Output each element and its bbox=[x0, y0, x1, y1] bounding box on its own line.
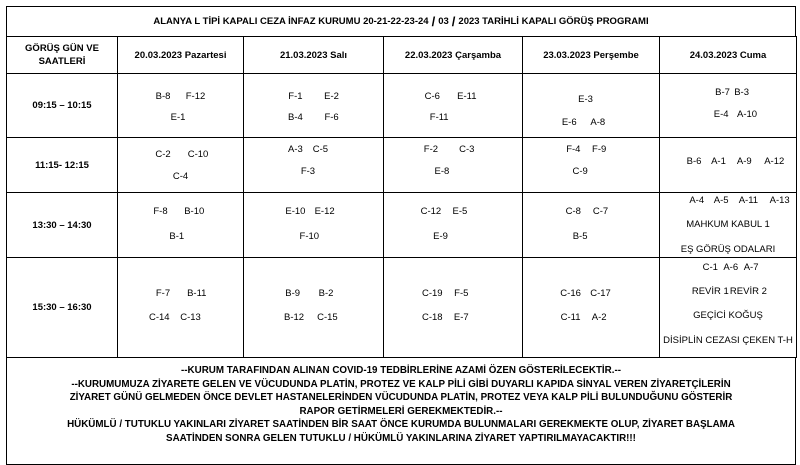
time-slot: 13:30 – 14:30 bbox=[7, 193, 118, 258]
table-row bbox=[7, 258, 797, 358]
ward-code: F-8 bbox=[153, 206, 168, 217]
ward-cell bbox=[523, 258, 660, 358]
schedule-table bbox=[6, 36, 797, 358]
header-day: 23.03.2023 Perşembe bbox=[523, 37, 660, 74]
ward-code: C-4 bbox=[172, 171, 189, 182]
ward-code: F-5 bbox=[454, 288, 469, 299]
note-line: --KURUM TARAFINDAN ALINAN COVID-19 TEDBİRLERİNE AZAMİ ÖZEN GÖSTERİLECEKTİR.-- bbox=[181, 365, 621, 376]
ward-cell bbox=[660, 193, 797, 258]
ward-code: C-9 bbox=[572, 166, 588, 177]
ward-cell bbox=[118, 258, 244, 358]
time-slot: 11:15- 12:15 bbox=[7, 138, 118, 193]
ward-cell bbox=[118, 74, 244, 138]
title-suffix: 2023 TARİHLİ KAPALI GÖRÜŞ PROGRAMI bbox=[458, 16, 649, 27]
ward-code: B-9 bbox=[285, 288, 301, 299]
ward-code: F-10 bbox=[299, 231, 320, 242]
table-row bbox=[7, 138, 797, 193]
ward-code: E-10 bbox=[285, 206, 306, 217]
title-separator: / bbox=[431, 14, 436, 29]
ward-code: C-2 bbox=[155, 149, 171, 160]
ward-code: C-14 bbox=[148, 312, 170, 323]
ward-code: A-2 bbox=[591, 312, 607, 323]
ward-code: E-3 bbox=[578, 94, 593, 105]
note-line: SAATİNDEN SONRA GELEN TUTUKLU / HÜKÜMLÜ YAKINLARINA ZİYARET YAPTIRILMAYACAKTIR!!! bbox=[166, 432, 636, 444]
ward-code: A-4 bbox=[689, 195, 705, 206]
ward-code: F-4 bbox=[566, 144, 581, 155]
ward-code: C-16 bbox=[560, 288, 581, 299]
ward-cell bbox=[384, 138, 523, 193]
ward-code: C-13 bbox=[180, 312, 201, 323]
ward-code: C-7 bbox=[592, 206, 609, 217]
ward-code: B-1 bbox=[169, 231, 185, 242]
ward-code: B-2 bbox=[318, 288, 334, 299]
ward-cell bbox=[523, 193, 660, 258]
ward-code: E-2 bbox=[324, 91, 339, 102]
schedule-sheet bbox=[6, 6, 796, 452]
visiting-rules-notes bbox=[6, 358, 796, 465]
title-month: 03 bbox=[438, 16, 449, 27]
ward-code: C-15 bbox=[317, 312, 338, 323]
ward-code: F-11 bbox=[429, 112, 449, 123]
ward-code: REVİR 2 bbox=[729, 286, 767, 297]
ward-code: C-12 bbox=[420, 206, 442, 217]
ward-code: DİSİPLİN CEZASI ÇEKEN T-H bbox=[663, 335, 793, 346]
header-day: 22.03.2023 Çarşamba bbox=[384, 37, 523, 74]
ward-code: C-5 bbox=[312, 144, 329, 155]
ward-code: E-1 bbox=[170, 112, 186, 123]
ward-cell bbox=[523, 74, 660, 138]
ward-cell bbox=[384, 258, 523, 358]
header-day: 20.03.2023 Pazartesi bbox=[118, 37, 244, 74]
ward-code: C-6 bbox=[424, 91, 440, 102]
ward-code: A-13 bbox=[769, 195, 790, 206]
ward-code: EŞ GÖRÜŞ ODALARI bbox=[680, 244, 776, 255]
ward-code: A-6 bbox=[723, 262, 739, 273]
ward-code: E-11 bbox=[457, 91, 477, 102]
ward-code: A-12 bbox=[764, 156, 785, 167]
ward-code: A-9 bbox=[736, 156, 752, 167]
ward-code: A-8 bbox=[590, 117, 606, 128]
ward-code: B-11 bbox=[187, 288, 207, 299]
ward-code: C-17 bbox=[590, 288, 611, 299]
header-time-column: GÖRÜŞ GÜN VE SAATLERİ bbox=[7, 37, 118, 74]
ward-code: F-6 bbox=[324, 112, 339, 123]
ward-cell bbox=[523, 138, 660, 193]
ward-code: A-5 bbox=[713, 195, 729, 206]
ward-code: C-3 bbox=[459, 144, 475, 155]
ward-code: C-8 bbox=[565, 206, 581, 217]
ward-code: C-11 bbox=[560, 312, 581, 323]
ward-cell bbox=[118, 193, 244, 258]
ward-code: F-9 bbox=[592, 144, 607, 155]
ward-code: B-6 bbox=[686, 156, 702, 167]
ward-code: B-5 bbox=[572, 231, 588, 242]
ward-code: C-1 bbox=[702, 262, 718, 273]
ward-cell bbox=[660, 138, 797, 193]
ward-code: A-11 bbox=[738, 195, 759, 206]
ward-cell bbox=[384, 193, 523, 258]
ward-cell bbox=[244, 74, 384, 138]
ward-code: F-2 bbox=[423, 144, 439, 155]
ward-cell bbox=[244, 258, 384, 358]
ward-code: E-7 bbox=[453, 312, 469, 323]
ward-code: B-4 bbox=[288, 112, 303, 123]
ward-code: B-3 bbox=[734, 87, 749, 98]
schedule-title bbox=[6, 6, 796, 36]
ward-code: B-7 bbox=[715, 87, 730, 98]
table-row bbox=[7, 193, 797, 258]
ward-code: B-8 bbox=[155, 91, 171, 102]
time-slot: 15:30 – 16:30 bbox=[7, 258, 118, 358]
ward-code: F-1 bbox=[288, 91, 303, 102]
ward-code: B-10 bbox=[184, 206, 205, 217]
ward-code: F-3 bbox=[300, 166, 316, 177]
ward-code: F-7 bbox=[155, 288, 171, 299]
header-row bbox=[7, 37, 797, 74]
time-slot: 09:15 – 10:15 bbox=[7, 74, 118, 138]
ward-cell bbox=[384, 74, 523, 138]
ward-cell bbox=[660, 258, 797, 358]
ward-code: A-10 bbox=[736, 109, 758, 120]
ward-cell bbox=[118, 138, 244, 193]
ward-code: F-12 bbox=[185, 91, 206, 102]
ward-code: B-12 bbox=[283, 312, 305, 323]
ward-code: E-12 bbox=[314, 206, 335, 217]
ward-code: E-8 bbox=[434, 166, 450, 177]
note-line: ZİYARET GÜNÜ GELMEDEN ÖNCE DEVLET HASTANELERİNDEN VÜCUDUNDA PLATİN, PROTEZ VEYA KALP PİLİ BULUNDUĞUNU GÖSTERİR bbox=[69, 392, 733, 404]
note-line: --KURUMUMUZA ZİYARETE GELEN VE VÜCUDUNDA PLATİN, PROTEZ VE KALP PİLİ GİBİ DUYARLI KAPIDA SİNYAL VEREN ZİYARETÇİLERİN bbox=[71, 378, 731, 390]
ward-code: C-10 bbox=[187, 149, 209, 160]
title-prefix: ALANYA L TİPİ KAPALI CEZA İNFAZ KURUMU 20-21-22-23-24 bbox=[153, 16, 429, 27]
ward-code: A-3 bbox=[288, 144, 303, 155]
ward-code: E-5 bbox=[452, 206, 468, 217]
ward-cell bbox=[244, 138, 384, 193]
ward-code: C-19 bbox=[422, 288, 443, 299]
header-day: 24.03.2023 Cuma bbox=[660, 37, 797, 74]
ward-code: GEÇİCİ KOĞUŞ bbox=[693, 310, 763, 321]
table-row bbox=[7, 74, 797, 138]
ward-code: REVİR 1 bbox=[691, 286, 729, 297]
ward-code: MAHKUM KABUL 1 bbox=[686, 219, 770, 230]
ward-code: E-6 bbox=[561, 117, 577, 128]
ward-code: A-1 bbox=[711, 156, 726, 167]
title-separator: / bbox=[451, 14, 456, 29]
ward-code: A-7 bbox=[743, 262, 759, 273]
note-line: HÜKÜMLÜ / TUTUKLU YAKINLARI ZİYARET SAATİNDEN BİR SAAT ÖNCE KURUMDA BULUNMALARI GEREKMEKTE OLUP, ZİYARET BAŞLAMA bbox=[67, 419, 735, 431]
ward-cell bbox=[244, 193, 384, 258]
ward-cell bbox=[660, 74, 797, 138]
note-line: RAPOR GETİRMELERİ GEREKMEKTEDİR.-- bbox=[299, 405, 503, 417]
ward-code: E-9 bbox=[433, 231, 448, 242]
ward-code: E-4 bbox=[713, 109, 729, 120]
header-day: 21.03.2023 Salı bbox=[244, 37, 384, 74]
ward-code: C-18 bbox=[422, 312, 443, 323]
